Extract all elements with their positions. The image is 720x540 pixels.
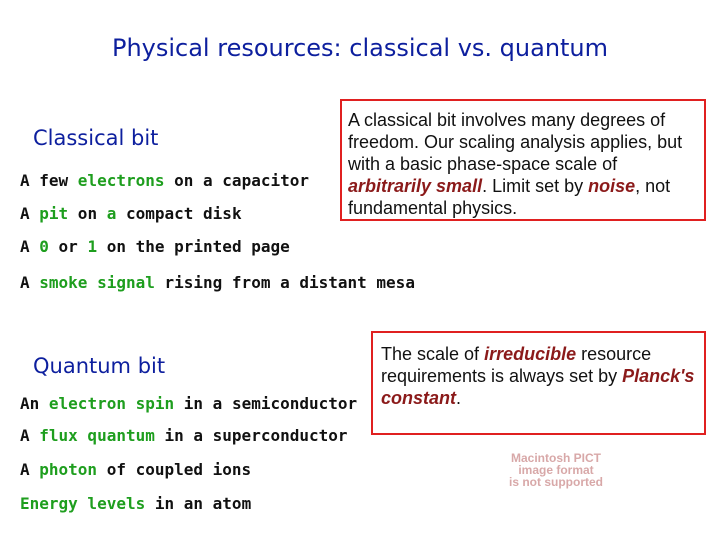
highlight-electron-spin: electron spin <box>48 394 175 413</box>
classical-item-electrons: A few electrons on a capacitor <box>20 171 309 190</box>
classical-bit-heading: Classical bit <box>33 126 159 150</box>
quantum-item-electron-spin: An electron spin in a semiconductor <box>20 394 358 413</box>
quantum-item-flux-quantum: A flux quantum in a superconductor <box>20 426 348 445</box>
quantum-note-box: The scale of irreducible resource requirements is always set by Planck's constant. <box>371 331 706 435</box>
emphasis-irreducible: irreducible <box>484 344 577 364</box>
highlight-flux-quantum: flux quantum <box>39 426 155 445</box>
emphasis-plancks-constant: Planck's constant <box>381 366 695 408</box>
highlight-energy-levels: Energy levels <box>20 494 146 513</box>
classical-note-box: A classical bit involves many degrees of freedom. Our scaling analysis applies, but with a basic phase-space scale of arbitrarily small. Limit set by noise, not fundamental physics. <box>340 99 706 221</box>
unsupported-image-placeholder: Macintosh PICT image format is not supported <box>509 451 603 489</box>
highlight-a: a <box>106 204 117 223</box>
classical-item-pit: A pit on a compact disk <box>20 204 242 223</box>
highlight-pit: pit <box>39 204 69 223</box>
quantum-bit-heading: Quantum bit <box>33 354 166 378</box>
slide-title: Physical resources: classical vs. quantum <box>111 34 609 62</box>
highlight-one: 1 <box>87 237 98 256</box>
classical-item-smoke-signal: A smoke signal rising from a distant mesa <box>20 273 415 292</box>
quantum-item-energy-levels: Energy levels in an atom <box>20 494 252 513</box>
quantum-item-photon: A photon of coupled ions <box>20 460 252 479</box>
highlight-photon: photon <box>39 460 98 479</box>
highlight-electrons: electrons <box>77 171 165 190</box>
emphasis-arbitrarily-small: arbitrarily small <box>348 176 483 196</box>
emphasis-noise: noise <box>588 176 636 196</box>
highlight-zero: 0 <box>39 237 49 256</box>
highlight-smoke-signal: smoke signal <box>39 273 155 292</box>
classical-item-printed-page: A 0 or 1 on the printed page <box>20 237 290 256</box>
